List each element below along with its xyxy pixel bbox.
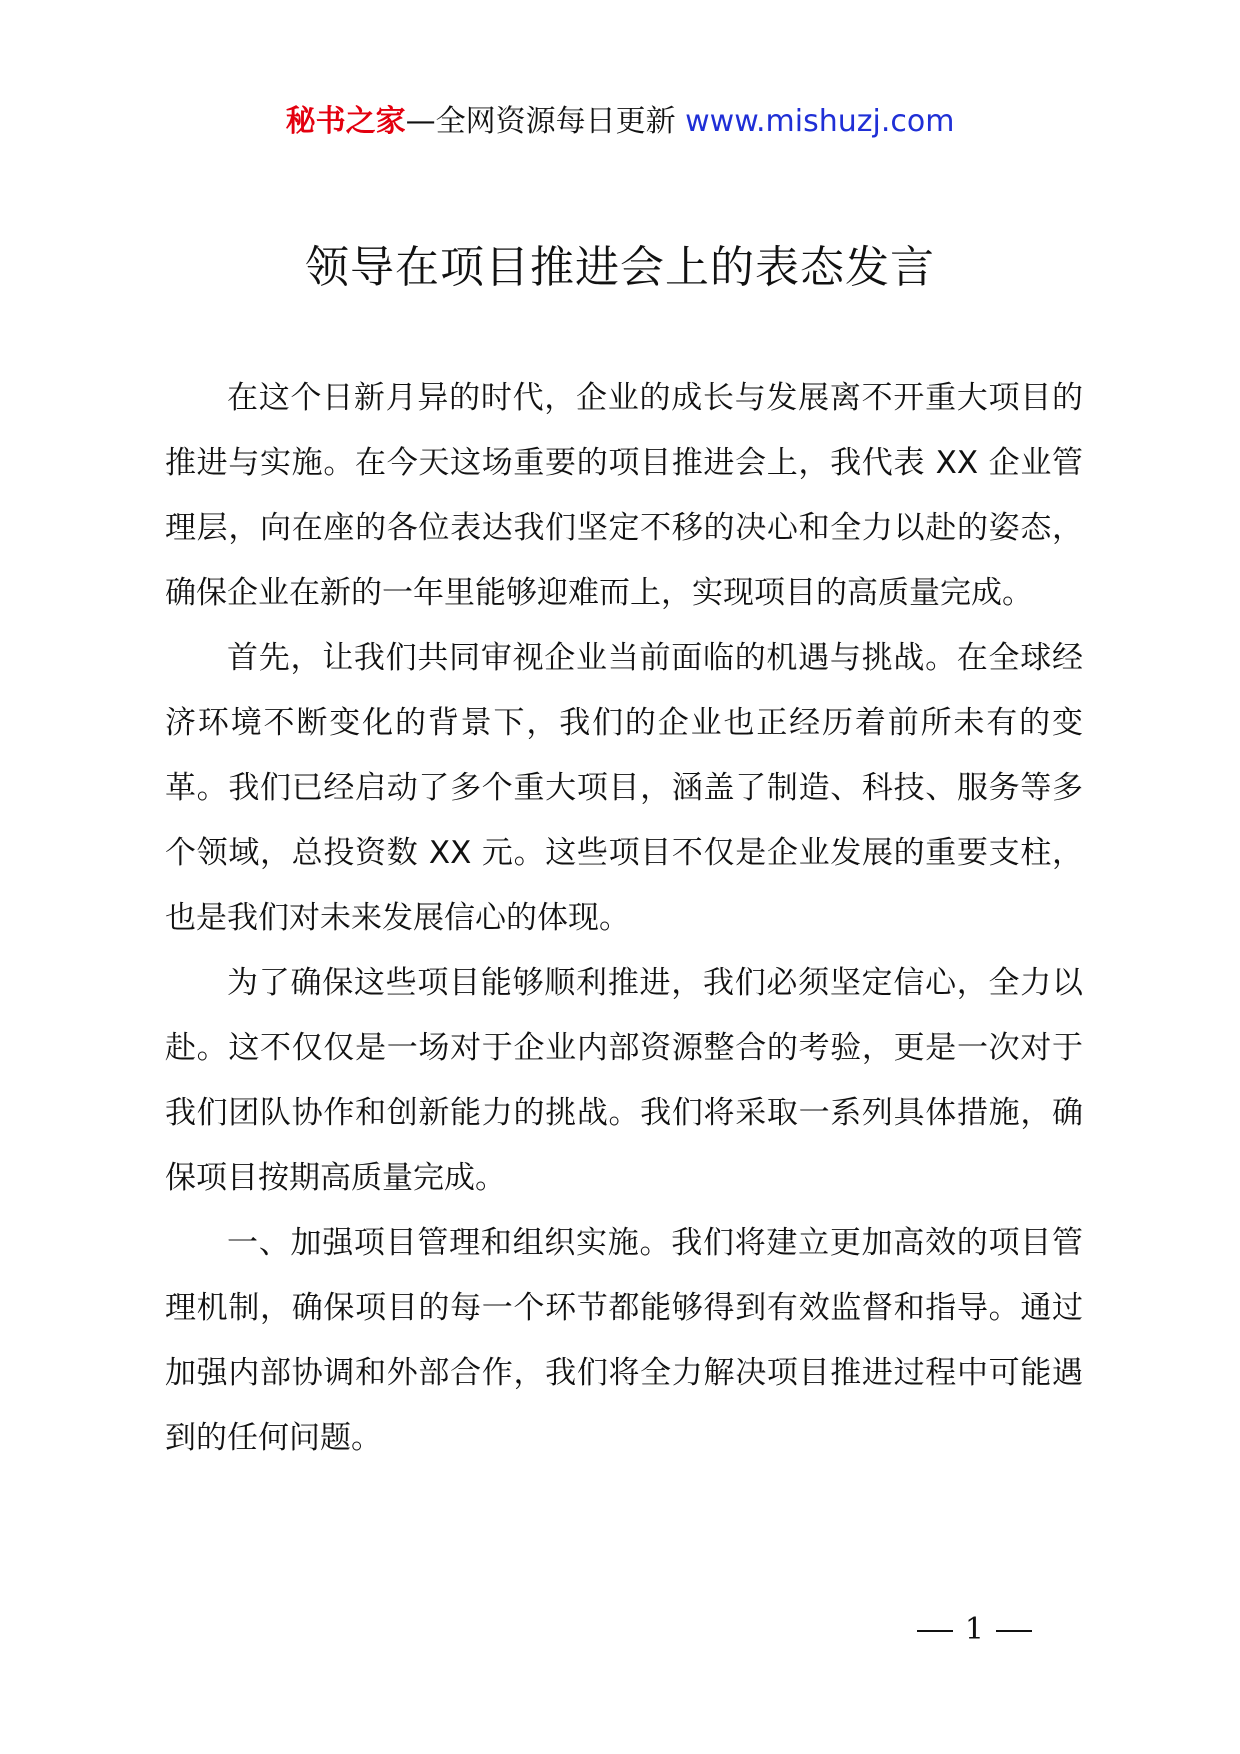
document-title: 领导在项目推进会上的表态发言	[305, 242, 935, 293]
paragraph-1: 在这个日新月异的时代，企业的成长与发展离不开重大项目的推进与实施。在今天这场重要的项目推进会上，我代表 XX 企业管理层，向在座的各位表达我们坚定不移的决心和全力以赴的姿态，确保企业在新的一年里能够迎难而上，实现项目的高质量完成。	[165, 380, 1083, 611]
footer-dash-left	[917, 1630, 953, 1632]
brand-name: 秘书之家	[285, 104, 406, 139]
page-number: 1	[964, 1612, 984, 1647]
header-slogan: —全网资源每日更新	[405, 104, 686, 139]
paragraph-3: 为了确保这些项目能够顺利推进，我们必须坚定信心，全力以赴。这不仅仅是一场对于企业内部资源整合的考验，更是一次对于我们团队协作和创新能力的挑战。我们将采取一系列具体措施，确保项目按期高质量完成。	[165, 965, 1083, 1196]
page-footer	[905, 1610, 1044, 1650]
site-url-link[interactable]: www.mishuzj.com	[685, 104, 955, 139]
footer-dash-right	[996, 1630, 1032, 1632]
document-body	[165, 366, 1083, 1471]
paragraph-2: 首先，让我们共同审视企业当前面临的机遇与挑战。在全球经济环境不断变化的背景下，我们的企业也正经历着前所未有的变革。我们已经启动了多个重大项目，涵盖了制造、科技、服务等多个领域，总投资数 XX 元。这些项目不仅是企业发展的重要支柱，也是我们对未来发展信心的体现。	[165, 640, 1083, 936]
site-header	[0, 100, 1240, 144]
paragraph-4: 一、加强项目管理和组织实施。我们将建立更加高效的项目管理机制，确保项目的每一个环节都能够得到有效监督和指导。通过加强内部协调和外部合作，我们将全力解决项目推进过程中可能遇到的任何问题。	[165, 1225, 1083, 1456]
